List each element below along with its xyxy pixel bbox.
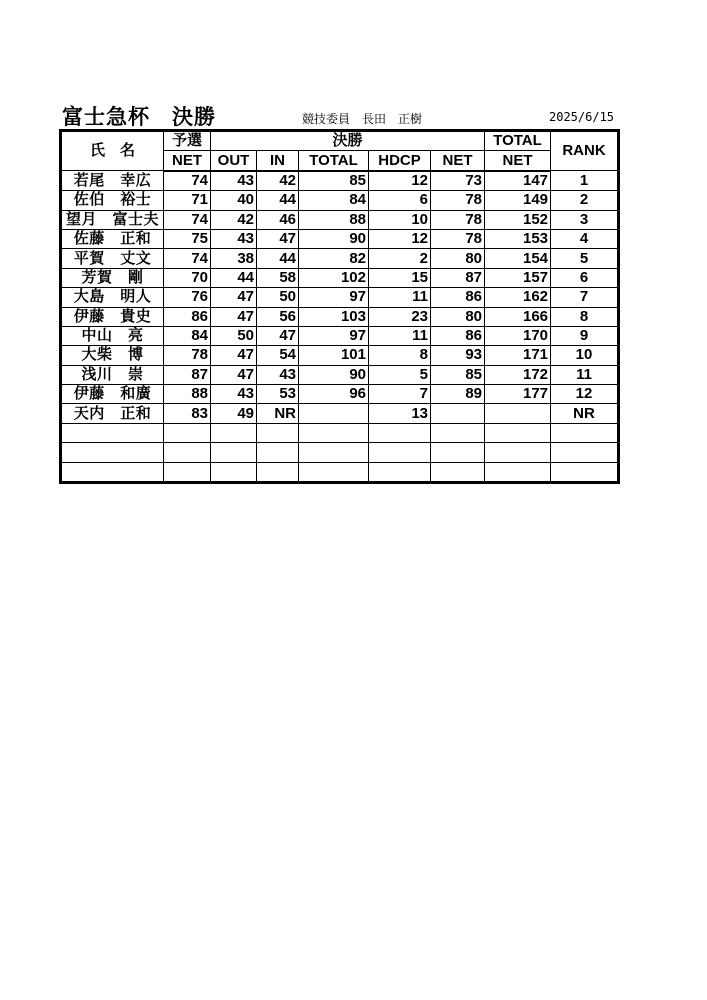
in-cell: 54: [257, 346, 299, 365]
table-row: [61, 191, 619, 210]
net-cell: 86: [431, 326, 485, 345]
column-header-out: OUT: [211, 151, 257, 171]
hdcp-cell: 5: [369, 365, 431, 384]
out-cell: 43: [211, 171, 257, 191]
table-row: [61, 210, 619, 229]
net-cell: 89: [431, 385, 485, 404]
column-group-final: 決勝: [211, 131, 485, 151]
hdcp-cell: 11: [369, 326, 431, 345]
player-name: 大島 明人: [61, 288, 164, 307]
out-cell: [211, 443, 257, 462]
out-cell: 47: [211, 288, 257, 307]
player-name: 中山 亮: [61, 326, 164, 345]
in-cell: 47: [257, 326, 299, 345]
total-cell: 101: [299, 346, 369, 365]
table-row: [61, 268, 619, 287]
column-header-in: IN: [257, 151, 299, 171]
qual-net-cell: [164, 423, 211, 442]
player-name: [61, 423, 164, 442]
net-cell: [431, 462, 485, 482]
total-cell: 90: [299, 365, 369, 384]
player-name: [61, 443, 164, 462]
total-net-cell: 147: [485, 171, 551, 191]
table-row: [61, 171, 619, 191]
rank-cell: 7: [551, 288, 619, 307]
total-cell: 103: [299, 307, 369, 326]
hdcp-cell: 10: [369, 210, 431, 229]
player-name: 大柴 博: [61, 346, 164, 365]
total-net-cell: 149: [485, 191, 551, 210]
qual-net-cell: 78: [164, 346, 211, 365]
page-title: 富士急杯 決勝: [62, 105, 216, 129]
rank-cell: 10: [551, 346, 619, 365]
out-cell: [211, 423, 257, 442]
rank-cell: 11: [551, 365, 619, 384]
total-cell: 97: [299, 288, 369, 307]
total-cell: 97: [299, 326, 369, 345]
in-cell: 44: [257, 191, 299, 210]
player-name: 伊藤 和廣: [61, 385, 164, 404]
in-cell: 44: [257, 249, 299, 268]
qual-net-cell: [164, 462, 211, 482]
hdcp-cell: 7: [369, 385, 431, 404]
net-cell: 86: [431, 288, 485, 307]
rank-cell: 1: [551, 171, 619, 191]
player-name: 伊藤 貴史: [61, 307, 164, 326]
table-row: [61, 423, 619, 442]
qual-net-cell: 87: [164, 365, 211, 384]
table-row: [61, 229, 619, 248]
qual-net-cell: 70: [164, 268, 211, 287]
event-date: 2025/6/15: [549, 110, 615, 124]
qual-net-cell: 74: [164, 249, 211, 268]
rank-cell: 3: [551, 210, 619, 229]
hdcp-cell: 12: [369, 171, 431, 191]
net-cell: 93: [431, 346, 485, 365]
in-cell: 42: [257, 171, 299, 191]
table-row: [61, 307, 619, 326]
in-cell: 43: [257, 365, 299, 384]
column-header-rank: RANK: [551, 131, 619, 171]
hdcp-cell: 13: [369, 404, 431, 423]
player-name: 若尾 幸広: [61, 171, 164, 191]
hdcp-cell: 2: [369, 249, 431, 268]
total-cell: 84: [299, 191, 369, 210]
hdcp-cell: 15: [369, 268, 431, 287]
total-cell: [299, 462, 369, 482]
out-cell: 42: [211, 210, 257, 229]
hdcp-cell: [369, 443, 431, 462]
table-row: [61, 385, 619, 404]
column-group-qualifying: 予選: [164, 131, 211, 151]
total-cell: 90: [299, 229, 369, 248]
rank-cell: NR: [551, 404, 619, 423]
table-row: [61, 326, 619, 345]
column-header-total-net: NET: [485, 151, 551, 171]
net-cell: 78: [431, 191, 485, 210]
qual-net-cell: 71: [164, 191, 211, 210]
results-table: [59, 129, 620, 484]
hdcp-cell: [369, 423, 431, 442]
net-cell: 78: [431, 229, 485, 248]
total-net-cell: 170: [485, 326, 551, 345]
net-cell: [431, 423, 485, 442]
table-row: [61, 462, 619, 482]
rank-cell: 9: [551, 326, 619, 345]
out-cell: 43: [211, 229, 257, 248]
table-row: [61, 365, 619, 384]
net-cell: 73: [431, 171, 485, 191]
in-cell: NR: [257, 404, 299, 423]
column-header-net: NET: [431, 151, 485, 171]
total-net-cell: 153: [485, 229, 551, 248]
out-cell: 40: [211, 191, 257, 210]
hdcp-cell: 11: [369, 288, 431, 307]
player-name: 芳賀 剛: [61, 268, 164, 287]
in-cell: 50: [257, 288, 299, 307]
total-net-cell: 172: [485, 365, 551, 384]
total-net-cell: 152: [485, 210, 551, 229]
table-row: [61, 249, 619, 268]
total-cell: [299, 443, 369, 462]
rank-cell: 12: [551, 385, 619, 404]
out-cell: 43: [211, 385, 257, 404]
rank-cell: [551, 462, 619, 482]
hdcp-cell: [369, 462, 431, 482]
net-cell: 78: [431, 210, 485, 229]
total-net-cell: 171: [485, 346, 551, 365]
player-name: 佐伯 裕士: [61, 191, 164, 210]
total-cell: 82: [299, 249, 369, 268]
committee-label: 競技委員 長田 正樹: [302, 112, 423, 126]
hdcp-cell: 8: [369, 346, 431, 365]
qual-net-cell: 88: [164, 385, 211, 404]
player-name: 浅川 崇: [61, 365, 164, 384]
net-cell: 87: [431, 268, 485, 287]
qual-net-cell: 84: [164, 326, 211, 345]
qual-net-cell: 74: [164, 171, 211, 191]
net-cell: 80: [431, 249, 485, 268]
net-cell: [431, 404, 485, 423]
in-cell: 47: [257, 229, 299, 248]
qual-net-cell: 76: [164, 288, 211, 307]
out-cell: 47: [211, 346, 257, 365]
table-row: [61, 346, 619, 365]
out-cell: 44: [211, 268, 257, 287]
out-cell: [211, 462, 257, 482]
total-cell: [299, 404, 369, 423]
player-name: 天内 正和: [61, 404, 164, 423]
total-net-cell: 157: [485, 268, 551, 287]
qual-net-cell: [164, 443, 211, 462]
total-net-cell: [485, 423, 551, 442]
total-net-cell: [485, 404, 551, 423]
player-name: 平賀 丈文: [61, 249, 164, 268]
hdcp-cell: 6: [369, 191, 431, 210]
qual-net-cell: 74: [164, 210, 211, 229]
rank-cell: [551, 423, 619, 442]
table-row: [61, 404, 619, 423]
net-cell: 85: [431, 365, 485, 384]
total-net-cell: [485, 462, 551, 482]
player-name: 佐藤 正和: [61, 229, 164, 248]
hdcp-cell: 23: [369, 307, 431, 326]
total-cell: 88: [299, 210, 369, 229]
in-cell: [257, 462, 299, 482]
total-cell: 96: [299, 385, 369, 404]
table-row: [61, 288, 619, 307]
column-header-name: 氏 名: [61, 131, 164, 171]
total-net-cell: 154: [485, 249, 551, 268]
in-cell: [257, 443, 299, 462]
rank-cell: 6: [551, 268, 619, 287]
out-cell: 38: [211, 249, 257, 268]
player-name: [61, 462, 164, 482]
column-header-total: TOTAL: [299, 151, 369, 171]
in-cell: 58: [257, 268, 299, 287]
total-cell: [299, 423, 369, 442]
hdcp-cell: 12: [369, 229, 431, 248]
rank-cell: 5: [551, 249, 619, 268]
rank-cell: 2: [551, 191, 619, 210]
in-cell: [257, 423, 299, 442]
qual-net-cell: 75: [164, 229, 211, 248]
in-cell: 53: [257, 385, 299, 404]
out-cell: 49: [211, 404, 257, 423]
out-cell: 47: [211, 365, 257, 384]
table-row: [61, 443, 619, 462]
total-net-cell: 177: [485, 385, 551, 404]
out-cell: 50: [211, 326, 257, 345]
column-group-total: TOTAL: [485, 131, 551, 151]
rank-cell: 8: [551, 307, 619, 326]
column-header-hdcp: HDCP: [369, 151, 431, 171]
rank-cell: 4: [551, 229, 619, 248]
in-cell: 56: [257, 307, 299, 326]
qual-net-cell: 83: [164, 404, 211, 423]
total-cell: 102: [299, 268, 369, 287]
net-cell: [431, 443, 485, 462]
total-net-cell: 166: [485, 307, 551, 326]
net-cell: 80: [431, 307, 485, 326]
header-row-groups: [61, 131, 619, 151]
total-net-cell: [485, 443, 551, 462]
total-net-cell: 162: [485, 288, 551, 307]
rank-cell: [551, 443, 619, 462]
player-name: 望月 富士夫: [61, 210, 164, 229]
qual-net-cell: 86: [164, 307, 211, 326]
total-cell: 85: [299, 171, 369, 191]
in-cell: 46: [257, 210, 299, 229]
out-cell: 47: [211, 307, 257, 326]
column-header-qual-net: NET: [164, 151, 211, 171]
